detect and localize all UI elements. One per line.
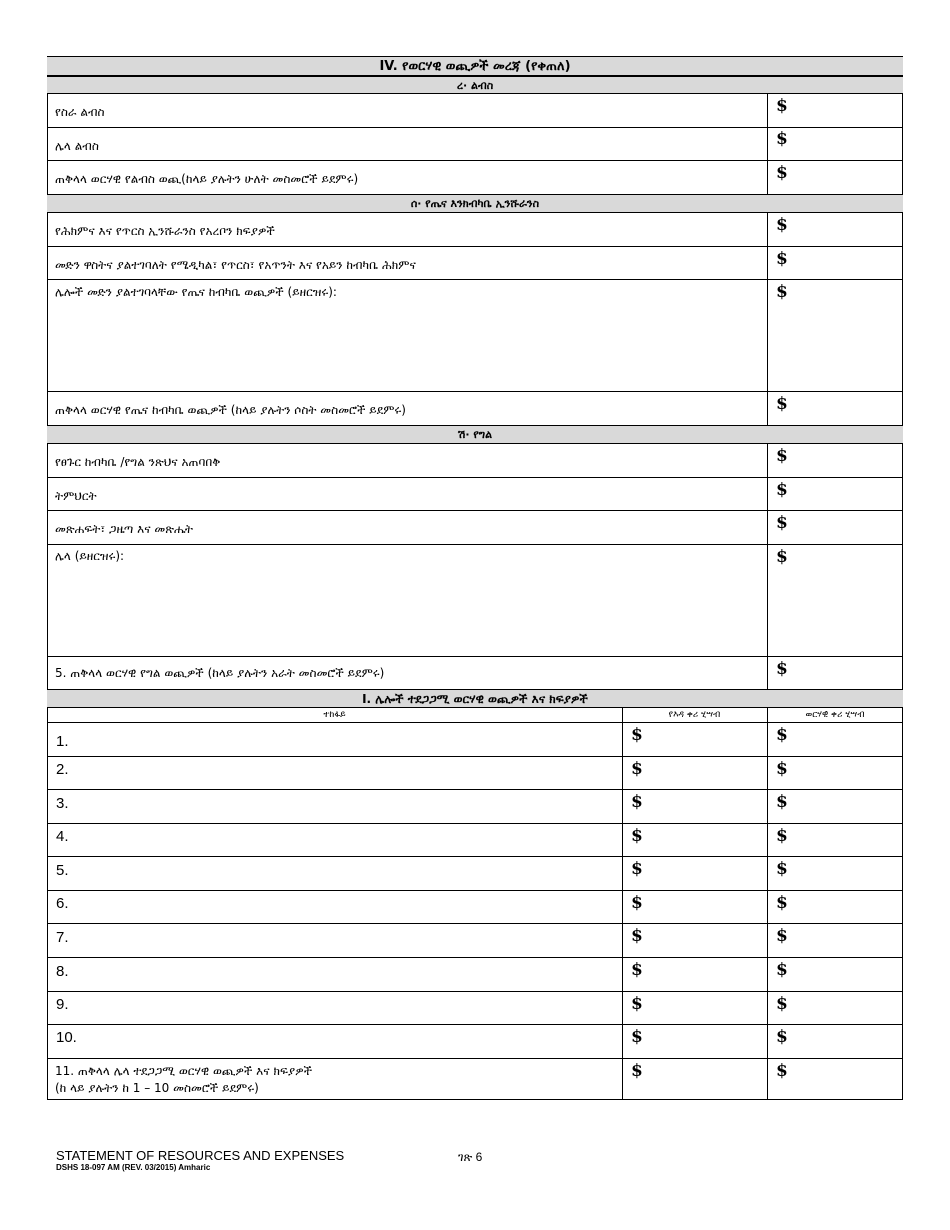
balance-amount[interactable]: $ — [631, 859, 643, 879]
work-clothing-label: የስራ ልብስ — [55, 105, 105, 119]
other-personal-label: ሌላ (ይዘርዝሩ): — [55, 549, 125, 563]
monthly-amount[interactable]: $ — [776, 926, 788, 946]
row-number: 8. — [56, 963, 69, 980]
education-amount[interactable]: $ — [776, 480, 788, 500]
monthly-total-amount[interactable]: $ — [776, 1061, 788, 1081]
premium-amount[interactable]: $ — [776, 215, 788, 235]
hair-care-amount[interactable]: $ — [776, 446, 788, 466]
other-expenses-header: I. ሌሎች ተደጋጋሚ ወርሃዊ ወጪዎች እና ክፍያዎች — [47, 689, 903, 708]
work-clothing-amount[interactable]: $ — [776, 96, 788, 116]
balance-column-header: የእዳ ቀሪ ሂሣብ — [668, 710, 721, 720]
monthly-amount[interactable]: $ — [776, 826, 788, 846]
monthly-amount[interactable]: $ — [776, 792, 788, 812]
monthly-amount[interactable]: $ — [776, 759, 788, 779]
education-label: ትምህርት — [55, 489, 97, 503]
monthly-amount[interactable]: $ — [776, 725, 788, 745]
row-number: 1. — [56, 733, 69, 750]
other-health-label: ሌሎች መድን ያልተገባላቸው የጤና ከብካቤ ወጪዎች (ይዘርዝሩ): — [55, 285, 337, 299]
form-id: DSHS 18-097 AM (REV. 03/2015) Amharic — [56, 1163, 211, 1172]
balance-amount[interactable]: $ — [631, 926, 643, 946]
monthly-amount[interactable]: $ — [776, 1027, 788, 1047]
total-personal-label: 5. ጠቅላላ ወርሃዊ የግል ወጪዎች (ከላይ ያሉትን አራት መስመሮች ይደምሩ) — [55, 666, 385, 680]
uninsured-care-amount[interactable]: $ — [776, 249, 788, 269]
total-health-label: ጠቅላላ ወርሃዊ የጤና ከብካቤ ወጪዎች (ከላይ ያሉትን ሶስት መስመሮች ይደምሩ) — [55, 403, 406, 417]
row-number: 5. — [56, 862, 69, 879]
clothing-header: ረ· ልብስ — [47, 76, 903, 94]
row-number: 4. — [56, 828, 69, 845]
hair-care-label: የፀጉር ከብካቤ /የግል ንጽህና አጠባበቅ — [55, 455, 221, 469]
monthly-column-header: ወርሃዊ ቀሪ ሂሣብ — [805, 710, 865, 720]
books-label: መጽሐፍት፣ ጋዜጣ እና መጽሔት — [55, 522, 194, 536]
uninsured-care-label: መድን ዋስትና ያልተገባለት የሜዲካል፣ የጥርስ፣ የአጥንት እና የአይን ከብካቤ ሕክምና — [55, 258, 416, 272]
balance-amount[interactable]: $ — [631, 826, 643, 846]
balance-amount[interactable]: $ — [631, 893, 643, 913]
other-clothing-amount[interactable]: $ — [776, 129, 788, 149]
balance-amount[interactable]: $ — [631, 792, 643, 812]
row-number: 3. — [56, 795, 69, 812]
row-number: 10. — [56, 1029, 77, 1046]
row-number: 2. — [56, 761, 69, 778]
payee-column-header: ተከፋይ — [323, 710, 346, 720]
row-number: 6. — [56, 895, 69, 912]
premium-label: የሕክምና እና የጥርስ ኢንሹራንስ የአረቦን ክፍያዎች — [55, 224, 275, 238]
balance-amount[interactable]: $ — [631, 994, 643, 1014]
total-clothing-label: ጠቅላላ ወርሃዊ የልብስ ወጪ(ከላይ ያሉትን ሁለት መስመሮች ይደምሩ) — [55, 172, 359, 186]
form-title: STATEMENT OF RESOURCES AND EXPENSES — [56, 1148, 345, 1163]
balance-amount[interactable]: $ — [631, 960, 643, 980]
total-clothing-amount[interactable]: $ — [776, 163, 788, 183]
monthly-amount[interactable]: $ — [776, 994, 788, 1014]
other-clothing-label: ሌላ ልብስ — [55, 139, 99, 153]
monthly-amount[interactable]: $ — [776, 960, 788, 980]
balance-amount[interactable]: $ — [631, 759, 643, 779]
balance-amount[interactable]: $ — [631, 1027, 643, 1047]
total-other-sublabel: (ከ ላይ ያሉትን ከ 1 – 10 መስመሮች ይደምሩ) — [55, 1081, 259, 1095]
personal-header: ሽ· የግል — [47, 425, 903, 444]
total-other-label: 11. ጠቅላላ ሌላ ተደጋጋሚ ወርሃዊ ወጪዎች እና ክፍያዎች — [55, 1064, 313, 1078]
row-number: 9. — [56, 996, 69, 1013]
page-number: ገጽ 6 — [458, 1150, 483, 1164]
balance-total-amount[interactable]: $ — [631, 1061, 643, 1081]
total-personal-amount[interactable]: $ — [776, 659, 788, 679]
health-header: ሰ· የጤና እንክብካቤ ኢንሹራንስ — [47, 194, 903, 213]
monthly-amount[interactable]: $ — [776, 893, 788, 913]
balance-amount[interactable]: $ — [631, 725, 643, 745]
row-number: 7. — [56, 929, 69, 946]
section-title: IV. የወርሃዊ ወጪዎች መረጃ (የቀጠለ) — [47, 56, 903, 76]
other-personal-amount[interactable]: $ — [776, 547, 788, 567]
total-health-amount[interactable]: $ — [776, 394, 788, 414]
other-health-amount[interactable]: $ — [776, 282, 788, 302]
monthly-amount[interactable]: $ — [776, 859, 788, 879]
books-amount[interactable]: $ — [776, 513, 788, 533]
